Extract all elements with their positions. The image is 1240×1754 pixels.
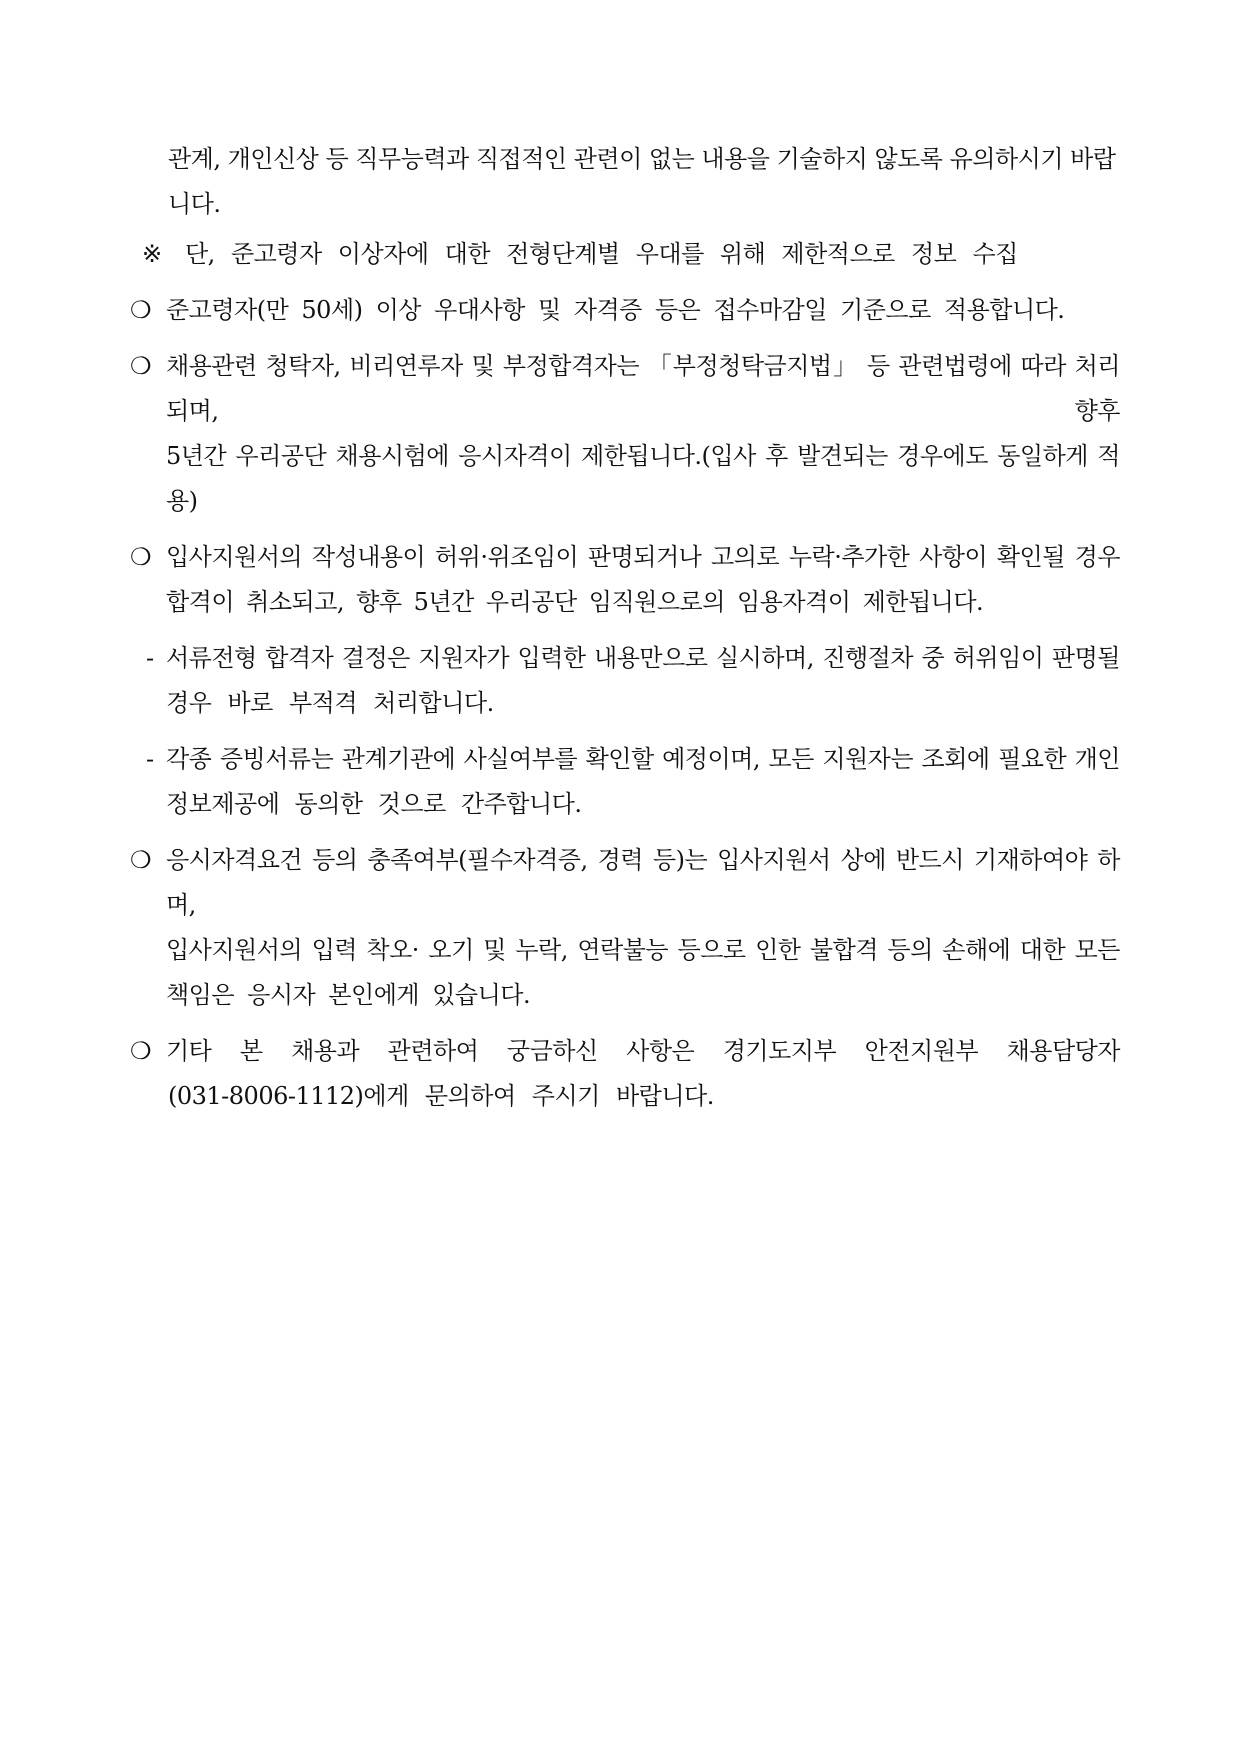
paragraph-line: 기타 본 채용과 관련하여 궁금하신 사항은 경기도지부 안전지원부 채용담당자 — [166, 1037, 1120, 1065]
paragraph-line: 5년간 우리공단 채용시험에 응시자격이 제한됩니다.(입사 후 발견되는 경우에도 동일하게 적용) — [166, 442, 1120, 515]
circle-bullet-item — [130, 1029, 1120, 1119]
paragraph-line: 경우 바로 부적격 처리합니다. — [166, 689, 494, 717]
circle-bullet-item — [130, 838, 1120, 1018]
circle-bullet-item — [130, 535, 1120, 625]
paragraph-line: 각종 증빙서류는 관계기관에 사실여부를 확인할 예정이며, 모든 지원자는 조회에 필요한 개인 — [166, 745, 1120, 773]
dash-bullet-icon: - — [146, 644, 154, 672]
circle-bullet-icon: ❍ — [130, 543, 152, 571]
circle-bullet-icon: ❍ — [130, 846, 152, 874]
circle-bullet-icon: ❍ — [130, 296, 152, 324]
paragraph-line: 채용관련 청탁자, 비리연루자 및 부정합격자는 「부정청탁금지법」 등 관련법령에 따라 처리되며, 향후 — [166, 352, 1120, 425]
dash-bullet-item — [130, 636, 1120, 726]
paragraph-line: 응시자격요건 등의 충족여부(필수자격증, 경력 등)는 입사지원서 상에 반드시 기재하여야 하며, — [166, 846, 1120, 919]
circle-bullet-icon: ❍ — [130, 1037, 152, 1065]
paragraph-line: 준고령자(만 50세) 이상 우대사항 및 자격증 등은 접수마감일 기준으로 적용합니다. — [166, 296, 1065, 324]
circle-bullet-icon: ❍ — [130, 352, 152, 380]
paragraph-line: 단, 준고령자 이상자에 대한 전형단계별 우대를 위해 제한적으로 정보 수집 — [185, 240, 1018, 268]
paragraph-line: 입사지원서의 입력 착오· 오기 및 누락, 연락불능 등으로 인한 불합격 등의 손해에 대한 모든 — [166, 936, 1120, 964]
paragraph-line: 관계, 개인신상 등 직무능력과 직접적인 관련이 없는 내용을 기술하지 않도록 유의하시기 바랍니다. — [168, 145, 1116, 218]
paragraph-line: 정보제공에 동의한 것으로 간주합니다. — [166, 790, 582, 818]
note-item — [130, 232, 1120, 277]
circle-bullet-item — [130, 288, 1120, 333]
paragraph-line: 서류전형 합격자 결정은 지원자가 입력한 내용만으로 실시하며, 진행절차 중 허위임이 판명될 — [166, 644, 1120, 672]
dash-bullet-icon: - — [146, 745, 154, 773]
paragraph-line: 합격이 취소되고, 향후 5년간 우리공단 임직원으로의 임용자격이 제한됩니다. — [166, 588, 984, 616]
paragraph-line: 입사지원서의 작성내용이 허위·위조임이 판명되거나 고의로 누락·추가한 사항이 확인될 경우 — [166, 543, 1120, 571]
document-body — [130, 137, 1120, 1130]
circle-bullet-item — [130, 344, 1120, 524]
paragraph-continuation — [130, 137, 1120, 227]
dash-bullet-item — [130, 737, 1120, 827]
paragraph-line: 책임은 응시자 본인에게 있습니다. — [166, 981, 531, 1009]
reference-mark-icon: ※ — [142, 240, 162, 268]
paragraph-line: (031-8006-1112)에게 문의하여 주시기 바랍니다. — [168, 1082, 714, 1110]
